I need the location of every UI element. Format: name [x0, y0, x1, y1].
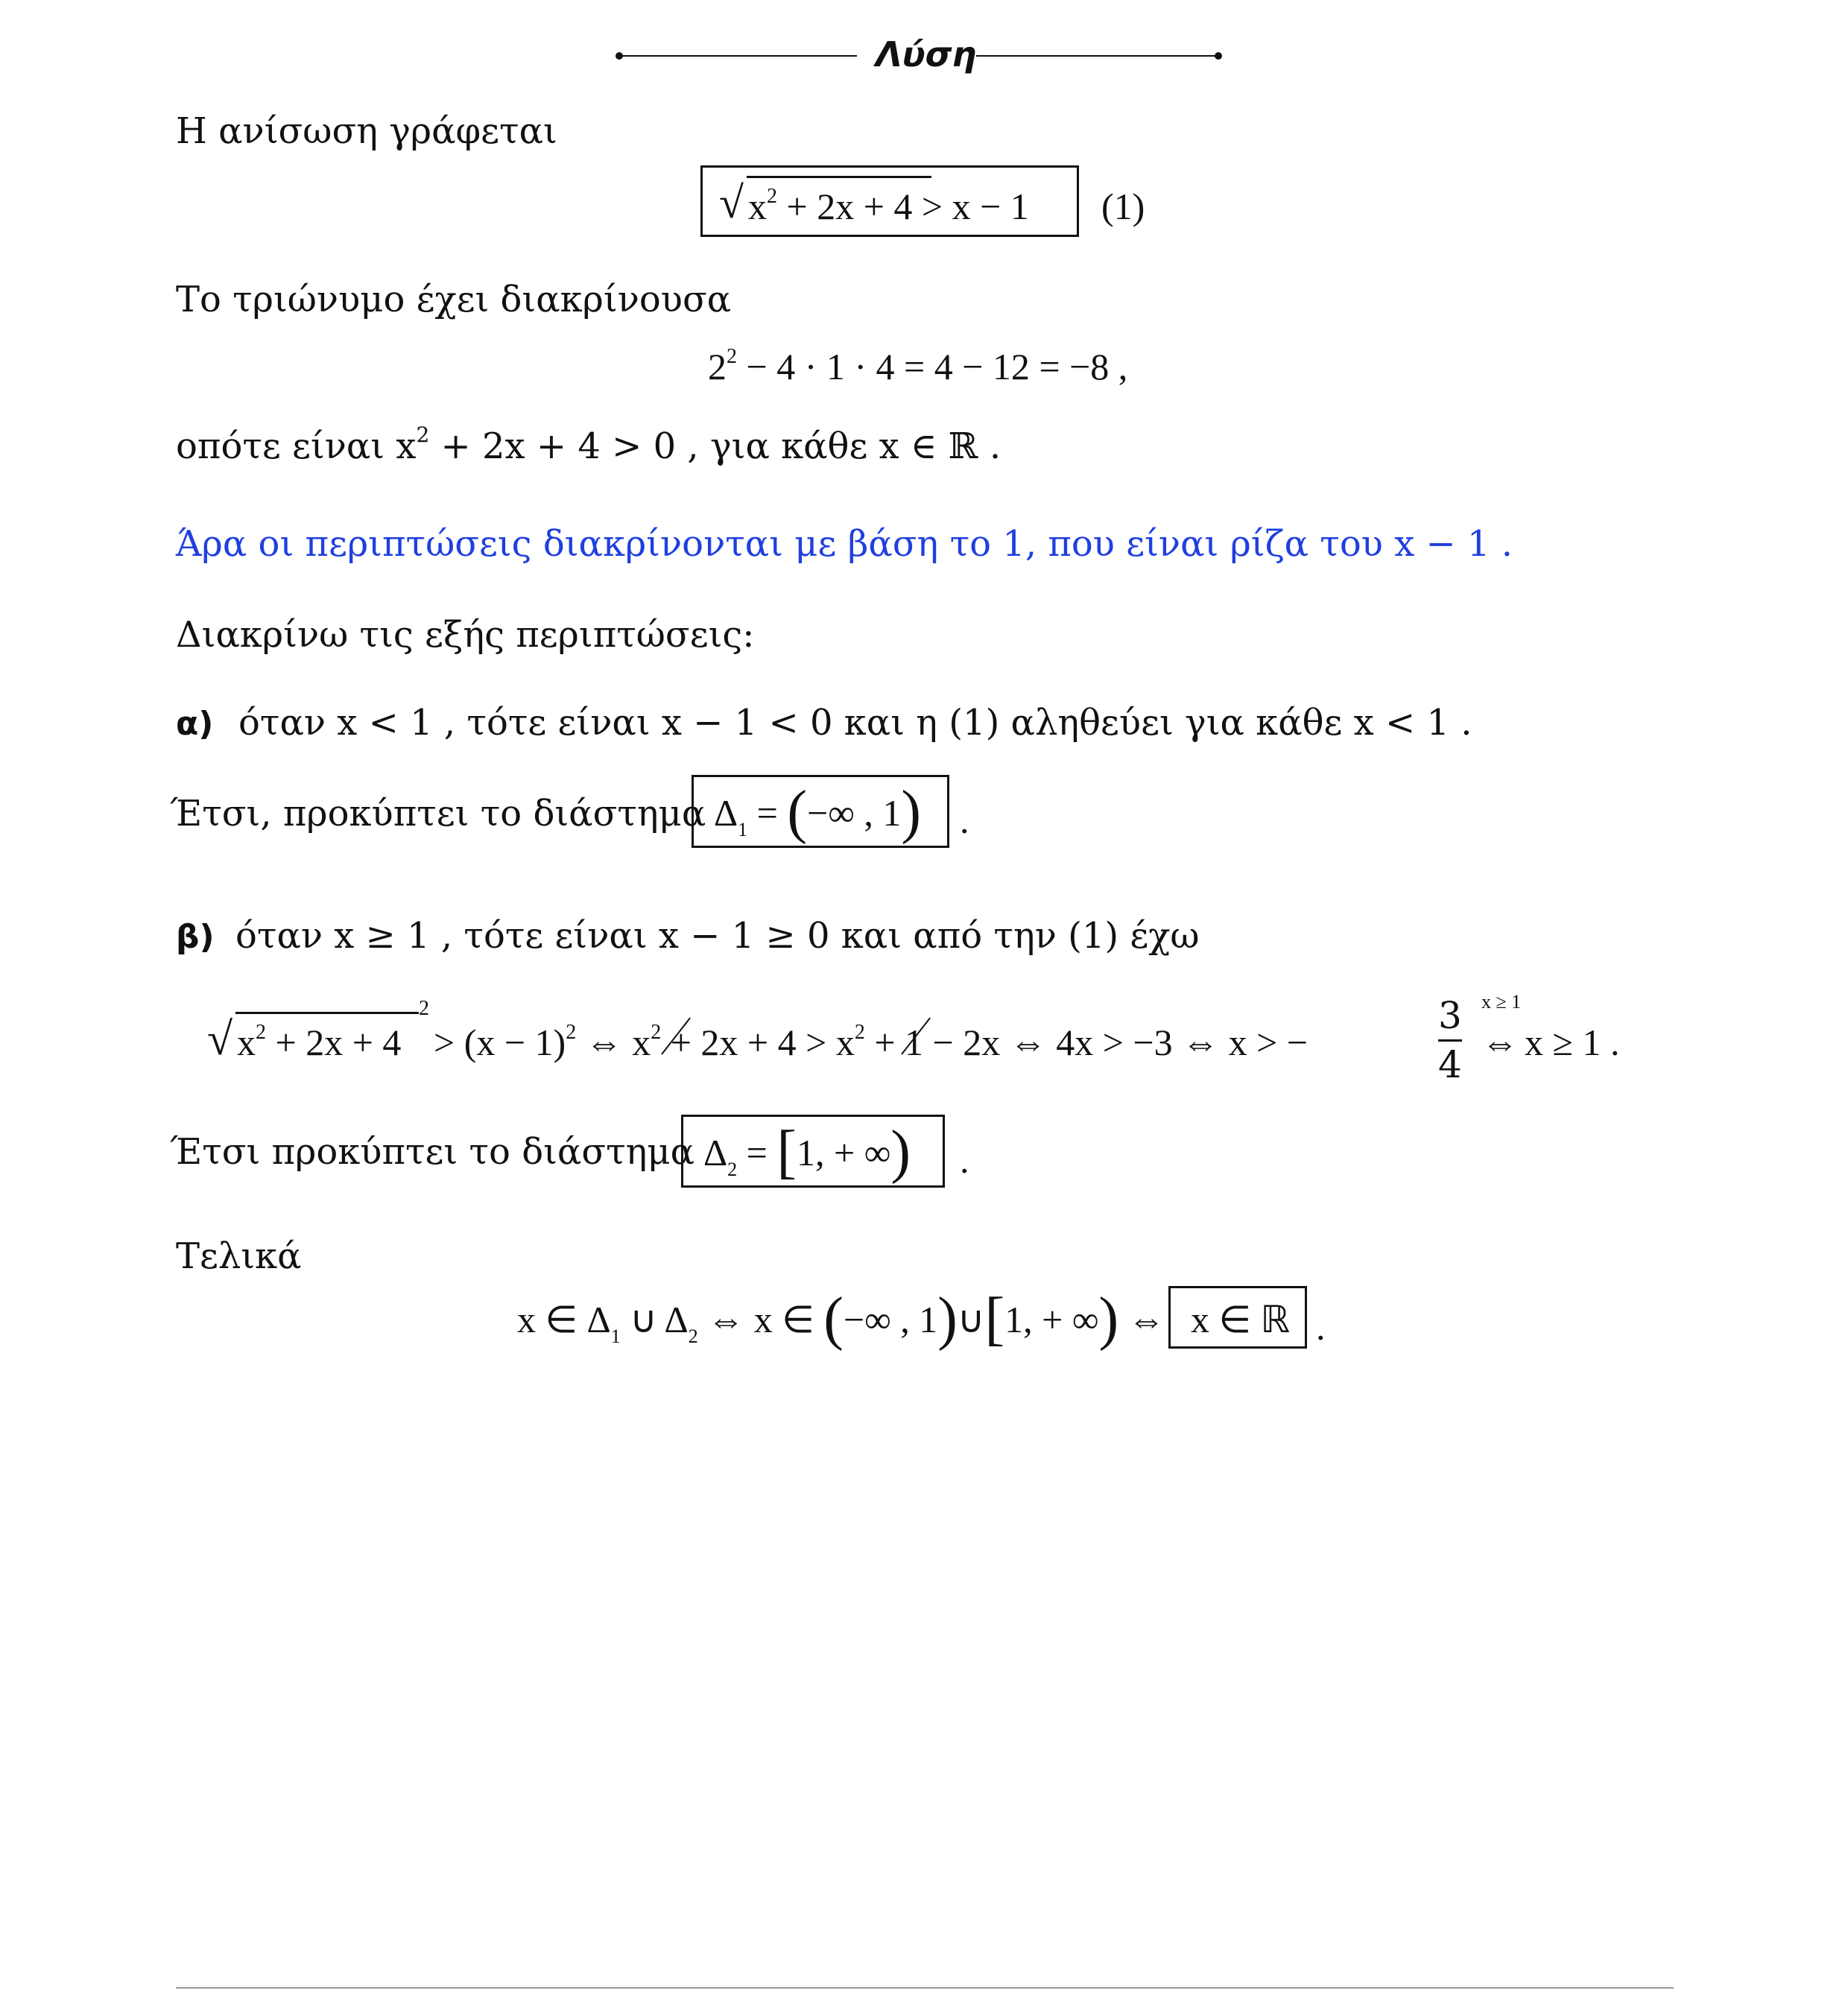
interval-2-text: Έτσι προκύπτει το διάστημα [170, 1131, 695, 1173]
case-a-text: όταν x < 1 , τότε είναι x − 1 < 0 και η (1) αληθεύει για κάθε x < 1 . [238, 702, 1472, 744]
header-dot-left [616, 52, 623, 60]
sqrt-symbol: √ [719, 178, 744, 227]
final-period: . [1316, 1306, 1326, 1348]
fraction-3-4: 3 4 [1438, 994, 1462, 1086]
final-equation: x ∈ $\Delta_1$ ∪ $\Delta_2$ ⇔ x ∈ (−∞ , 1)∪[1, + ∞) ⇔ [517, 1286, 1165, 1352]
sqrt-overline [747, 176, 931, 178]
page-title: Λύση [876, 34, 977, 75]
intro-text: Η ανίσωση γράφεται [176, 110, 557, 152]
equation-tag: (1) [1101, 186, 1145, 227]
sqrt-overline-2 [235, 1012, 419, 1014]
radicand: $x^2 + 2x + 4$ [237, 1021, 402, 1063]
inequality-1: $x^2 + 2x + 4 > x - 1$ [748, 185, 1029, 227]
outer-exponent: 2 [419, 997, 429, 1020]
case-a-label: α) [176, 705, 214, 743]
condition-label: x ≥ 1 [1481, 991, 1522, 1013]
final-answer: x ∈ ℝ [1191, 1299, 1291, 1340]
interval-1: $\Delta_1$ = (−∞ , 1) [714, 779, 921, 845]
footer-rule [176, 1987, 1674, 1989]
header-rule-right [976, 55, 1218, 57]
discriminant-eq: $2^2 - 4 \cdot 1 \cdot 4 = 4 - 12 = -8$ , [708, 345, 1128, 387]
positivity-text: οπότε είναι $x^2 + 2x + 4 > 0$ , για κάθε x ∈ ℝ . [176, 422, 1001, 467]
interval-2-period: . [960, 1139, 969, 1181]
squared-step: > $(x - 1)^2$ ⇔ $x^2 + 2x + 4 > x^2 + 1 - 2x$ ⇔ 4x > −3 ⇔ x > − [434, 1021, 1309, 1063]
sqrt-symbol-2: √ [207, 1014, 233, 1065]
header-dot-right [1215, 52, 1222, 60]
cases-note: Άρα οι περιπτώσεις διακρίνονται με βάση το 1, που είναι ρίζα του x − 1 . [176, 523, 1513, 565]
discriminant-text: Το τριώνυμο έχει διακρίνουσα [176, 279, 732, 320]
result-step: x ≥ 1 . [1525, 1021, 1620, 1063]
case-b-text: όταν x ≥ 1 , τότε είναι x − 1 ≥ 0 και από την (1) έχω [235, 915, 1200, 957]
final-label: Τελικά [176, 1235, 302, 1277]
interval-2: $\Delta_2 = [1$, + ∞) [703, 1119, 911, 1185]
cases-intro: Διακρίνω τις εξής περιπτώσεις: [176, 614, 755, 656]
case-b-label: β) [176, 918, 215, 956]
interval-1-text: Έτσι, προκύπτει το διάστημα [170, 793, 706, 834]
interval-1-period: . [960, 799, 969, 841]
implication-arrow: ⇔ [1481, 1021, 1519, 1063]
header-rule-left [618, 55, 857, 57]
